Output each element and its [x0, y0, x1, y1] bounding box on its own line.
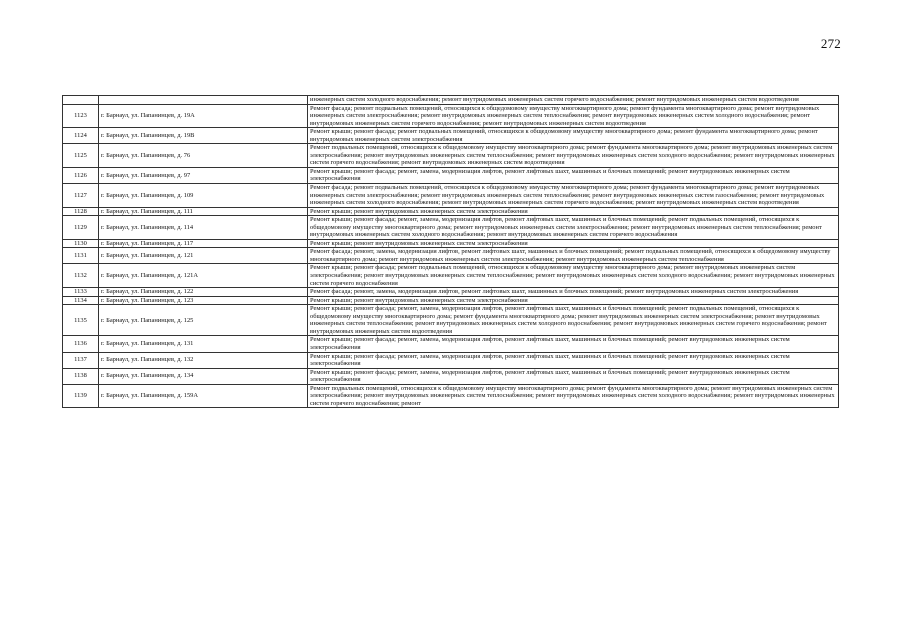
- table-row: [63, 96, 839, 105]
- row-address: г. Барнаул, ул. Папанинцев, д. 111: [99, 207, 308, 216]
- row-address: г. Барнаул, ул. Папанинцев, д. 114: [99, 216, 308, 240]
- row-works: Ремонт крыши; ремонт фасада; ремонт, замена, модернизация лифтов, ремонт лифтовых шахт, машинных и блочных помещений; ремонт подвальных помещений, относящихся к общедомовому имуществу многоквартирного дома; ремонт фундамента многоквартирного дома; ремонт внутридомовых инженерных систем электроснабжения; ремонт внутридомовых инженерных систем теплоснабжения; ремонт внутридомовых инженерных систем холодного водоснабжения; ремонт внутридомовых инженерных систем горячего водоснабжения; ремонт внутридомовых инженерных систем водоотведения: [308, 305, 839, 336]
- table-row: [63, 144, 839, 168]
- works-table: [62, 95, 839, 408]
- row-number: 1129: [63, 216, 99, 240]
- row-number: 1138: [63, 368, 99, 384]
- row-works: Ремонт крыши; ремонт фасада; ремонт, замена, модернизация лифтов, ремонт лифтовых шахт, машинных и блочных помещений; ремонт внутридомовых инженерных систем электроснабжения: [308, 368, 839, 384]
- row-address: г. Барнаул, ул. Папанинцев, д. 109: [99, 184, 308, 208]
- row-address: г. Барнаул, ул. Папанинцев, д. 76: [99, 144, 308, 168]
- row-works: Ремонт крыши; ремонт фасада; ремонт, замена, модернизация лифтов, ремонт лифтовых шахт, машинных и блочных помещений; ремонт внутридомовых инженерных систем электроснабжения: [308, 336, 839, 352]
- row-number: 1133: [63, 288, 99, 297]
- row-number: 1132: [63, 264, 99, 288]
- row-address: г. Барнаул, ул. Папанинцев, д. 131: [99, 336, 308, 352]
- row-works: Ремонт подвальных помещений, относящихся к общедомовому имуществу многоквартирного дома; ремонт фундамента многоквартирного дома; ремонт внутридомовых инженерных систем электроснабжения; ремонт внутридомовых инженерных систем теплоснабжения; ремонт внутридомовых инженерных систем холодного водоснабжения; ремонт внутридомовых инженерных систем горячего водоснабжения; ремонт внутридомовых инженерных систем водоотведения: [308, 144, 839, 168]
- table-row: [63, 305, 839, 336]
- table-row: [63, 239, 839, 248]
- row-number: 1127: [63, 184, 99, 208]
- table-row: [63, 296, 839, 305]
- row-number: 1123: [63, 104, 99, 128]
- row-address: г. Барнаул, ул. Папанинцев, д. 121: [99, 248, 308, 264]
- row-number: [63, 96, 99, 105]
- table-row: [63, 128, 839, 144]
- row-address: г. Барнаул, ул. Папанинцев, д. 159А: [99, 384, 308, 408]
- row-works: Ремонт крыши; ремонт внутридомовых инженерных систем электроснабжения: [308, 239, 839, 248]
- row-number: 1139: [63, 384, 99, 408]
- row-number: 1131: [63, 248, 99, 264]
- row-address: г. Барнаул, ул. Папанинцев, д. 132: [99, 352, 308, 368]
- table-row: [63, 184, 839, 208]
- row-works: Ремонт крыши; ремонт фасада; ремонт, замена, модернизация лифтов, ремонт лифтовых шахт, машинных и блочных помещений; ремонт внутридомовых инженерных систем электроснабжения: [308, 352, 839, 368]
- row-works: Ремонт крыши; ремонт фасада; ремонт, замена, модернизация лифтов, ремонт лифтовых шахт, машинных и блочных помещений; ремонт внутридомовых инженерных систем электроснабжения: [308, 167, 839, 183]
- table-row: [63, 352, 839, 368]
- row-address: г. Барнаул, ул. Папанинцев, д. 134: [99, 368, 308, 384]
- row-number: 1137: [63, 352, 99, 368]
- row-number: 1136: [63, 336, 99, 352]
- row-works: инженерных систем холодного водоснабжения; ремонт внутридомовых инженерных систем горячего водоснабжения; ремонт внутридомовых инженерных систем водоотведения: [308, 96, 839, 105]
- row-number: 1130: [63, 239, 99, 248]
- row-works: Ремонт крыши; ремонт внутридомовых инженерных систем электроснабжения: [308, 207, 839, 216]
- row-works: Ремонт фасада; ремонт, замена, модернизация лифтов, ремонт лифтовых шахт, машинных и блочных помещений; ремонт подвальных помещений, относящихся к общедомовому имуществу многоквартирного дома; ремонт внутридомовых инженерных систем электроснабжения; ремонт внутридомовых инженерных систем теплоснабжения: [308, 248, 839, 264]
- row-address: г. Барнаул, ул. Папанинцев, д. 97: [99, 167, 308, 183]
- table-row: [63, 264, 839, 288]
- row-address: г. Барнаул, ул. Папанинцев, д. 122: [99, 288, 308, 297]
- table-row: [63, 167, 839, 183]
- row-works: Ремонт фасада; ремонт подвальных помещений, относящихся к общедомовому имуществу многоквартирного дома; ремонт фундамента многоквартирного дома; ремонт внутридомовых инженерных систем электроснабжения; ремонт внутридомовых инженерных систем теплоснабжения; ремонт внутридомовых инженерных систем холодного водоснабжения; ремонт внутридомовых инженерных систем горячего водоснабжения; ремонт внутридомовых инженерных систем водоотведения: [308, 104, 839, 128]
- row-address: г. Барнаул, ул. Папанинцев, д. 123: [99, 296, 308, 305]
- table-row: [63, 288, 839, 297]
- row-works: Ремонт крыши; ремонт внутридомовых инженерных систем электроснабжения: [308, 296, 839, 305]
- row-address: г. Барнаул, ул. Папанинцев, д. 121А: [99, 264, 308, 288]
- table-row: [63, 104, 839, 128]
- table-row: [63, 368, 839, 384]
- row-works: Ремонт крыши; ремонт фасада; ремонт подвальных помещений, относящихся к общедомовому имуществу многоквартирного дома; ремонт внутридомовых инженерных систем электроснабжения; ремонт внутридомовых инженерных систем теплоснабжения; ремонт внутридомовых инженерных систем холодного водоснабжения; ремонт внутридомовых инженерных систем горячего водоснабжения: [308, 264, 839, 288]
- row-number: 1134: [63, 296, 99, 305]
- row-address: г. Барнаул, ул. Папанинцев, д. 19А: [99, 104, 308, 128]
- row-address: [99, 96, 308, 105]
- works-table-body: [63, 96, 839, 408]
- row-works: Ремонт крыши; ремонт фасада; ремонт подвальных помещений, относящихся к общедомовому имуществу многоквартирного дома; ремонт фундамента многоквартирного дома; ремонт внутридомовых инженерных систем электроснабжения: [308, 128, 839, 144]
- row-number: 1126: [63, 167, 99, 183]
- row-number: 1135: [63, 305, 99, 336]
- row-works: Ремонт крыши; ремонт фасада; ремонт, замена, модернизация лифтов, ремонт лифтовых шахт, машинных и блочных помещений; ремонт подвальных помещений, относящихся к общедомовому имуществу многоквартирного дома; ремонт внутридомовых инженерных систем электроснабжения; ремонт внутридомовых инженерных систем теплоснабжения; ремонт внутридомовых инженерных систем холодного водоснабжения; ремонт внутридомовых инженерных систем горячего водоснабжения: [308, 216, 839, 240]
- table-row: [63, 248, 839, 264]
- row-works: Ремонт фасада; ремонт, замена, модернизация лифтов, ремонт лифтовых шахт, машинных и блочных помещений; ремонт внутридомовых инженерных систем электроснабжения: [308, 288, 839, 297]
- page-number: 272: [820, 36, 841, 51]
- row-address: г. Барнаул, ул. Папанинцев, д. 117: [99, 239, 308, 248]
- row-number: 1124: [63, 128, 99, 144]
- row-address: г. Барнаул, ул. Папанинцев, д. 125: [99, 305, 308, 336]
- table-row: [63, 336, 839, 352]
- row-works: Ремонт подвальных помещений, относящихся к общедомовому имуществу многоквартирного дома; ремонт фундамента многоквартирного дома; ремонт внутридомовых инженерных систем электроснабжения; ремонт внутридомовых инженерных систем теплоснабжения; ремонт внутридомовых инженерных систем холодного водоснабжения; ремонт внутридомовых инженерных систем горячего водоснабжения; ремонт: [308, 384, 839, 408]
- row-works: Ремонт фасада; ремонт подвальных помещений, относящихся к общедомовому имуществу многоквартирного дома; ремонт фундамента многоквартирного дома; ремонт внутридомовых инженерных систем электроснабжения; ремонт внутридомовых инженерных систем теплоснабжения; ремонт внутридомовых инженерных систем газоснабжения; ремонт внутридомовых инженерных систем холодного водоснабжения; ремонт внутридомовых инженерных систем горячего водоснабжения; ремонт внутридомовых инженерных систем водоотведения: [308, 184, 839, 208]
- row-address: г. Барнаул, ул. Папанинцев, д. 19В: [99, 128, 308, 144]
- row-number: 1125: [63, 144, 99, 168]
- table-row: [63, 384, 839, 408]
- row-number: 1128: [63, 207, 99, 216]
- table-row: [63, 207, 839, 216]
- table-row: [63, 216, 839, 240]
